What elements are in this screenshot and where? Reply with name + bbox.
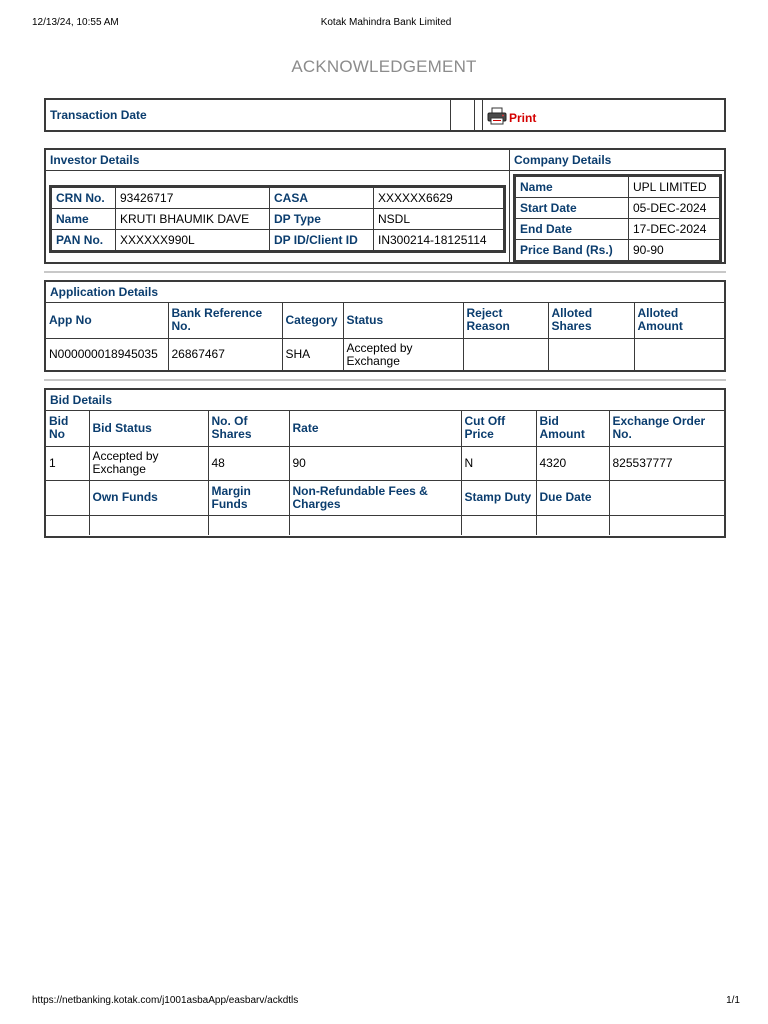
name-label: Name xyxy=(52,209,116,230)
reject-reason-value xyxy=(463,338,548,371)
table-header-row xyxy=(46,303,724,338)
print-label: Print xyxy=(509,111,537,125)
cut-off-price-value: N xyxy=(461,446,536,480)
table-row xyxy=(46,338,724,371)
col-empty xyxy=(609,480,724,515)
company-name-value: UPL LIMITED xyxy=(629,177,720,198)
company-table xyxy=(515,176,720,261)
due-date-value xyxy=(536,515,609,535)
name-value: KRUTI BHAUMIK DAVE xyxy=(116,209,270,230)
transaction-date-value xyxy=(451,100,475,130)
crn-value: 93426717 xyxy=(116,188,270,209)
investor-details-section xyxy=(46,150,510,262)
print-title: Kotak Mahindra Bank Limited xyxy=(320,17,452,28)
pan-value: XXXXXX990L xyxy=(116,230,270,251)
transaction-spacer xyxy=(475,100,483,130)
section-divider xyxy=(44,271,726,273)
company-name-label: Name xyxy=(516,177,629,198)
table-row xyxy=(52,230,504,251)
table-row xyxy=(516,219,720,240)
status-value: Accepted by Exchange xyxy=(343,338,463,371)
bid-no-value: 1 xyxy=(46,446,89,480)
dp-type-label: DP Type xyxy=(270,209,374,230)
category-value: SHA xyxy=(282,338,343,371)
col-rate: Rate xyxy=(289,411,461,446)
col-empty xyxy=(46,480,89,515)
col-alloted-amount: Alloted Amount xyxy=(634,303,724,338)
investor-table xyxy=(51,187,504,251)
bid-details-box xyxy=(44,388,726,538)
investor-details-title: Investor Details xyxy=(50,153,140,167)
table-row xyxy=(46,515,724,535)
start-date-value: 05-DEC-2024 xyxy=(629,198,720,219)
dp-id-label: DP ID/Client ID xyxy=(270,230,374,251)
col-app-no: App No xyxy=(46,303,168,338)
col-no-of-shares: No. Of Shares xyxy=(208,411,289,446)
price-band-value: 90-90 xyxy=(629,240,720,261)
exchange-order-no-value: 825537777 xyxy=(609,446,724,480)
non-refundable-fees-value xyxy=(289,515,461,535)
casa-value: XXXXXX6629 xyxy=(374,188,504,209)
bid-details-title: Bid Details xyxy=(50,393,113,407)
app-no-value: N000000018945035 xyxy=(46,338,168,371)
stamp-duty-value xyxy=(461,515,536,535)
transaction-date-label xyxy=(46,100,451,130)
investor-company-box xyxy=(44,148,726,264)
alloted-shares-value xyxy=(548,338,634,371)
divider xyxy=(510,170,724,171)
application-details-box xyxy=(44,280,726,372)
divider xyxy=(46,170,509,171)
bid-status-value: Accepted by Exchange xyxy=(89,446,208,480)
col-margin-funds: Margin Funds xyxy=(208,480,289,515)
price-band-label: Price Band (Rs.) xyxy=(516,240,629,261)
col-status: Status xyxy=(343,303,463,338)
col-bid-amount: Bid Amount xyxy=(536,411,609,446)
col-category: Category xyxy=(282,303,343,338)
table-header-row xyxy=(46,480,724,515)
casa-label: CASA xyxy=(270,188,374,209)
col-stamp-duty: Stamp Duty xyxy=(461,480,536,515)
page-url: https://netbanking.kotak.com/j1001asbaApp/easbarv/ackdtls xyxy=(32,995,299,1006)
table-cell xyxy=(609,515,724,535)
end-date-value: 17-DEC-2024 xyxy=(629,219,720,240)
section-divider xyxy=(44,379,726,381)
end-date-label: End Date xyxy=(516,219,629,240)
transaction-date-label-text: Transaction Date xyxy=(50,108,147,122)
col-bid-no: Bid No xyxy=(46,411,89,446)
printer-icon xyxy=(487,107,507,125)
alloted-amount-value xyxy=(634,338,724,371)
print-footer xyxy=(32,995,740,1009)
col-bid-status: Bid Status xyxy=(89,411,208,446)
bank-reference-value: 26867467 xyxy=(168,338,282,371)
col-bank-reference: Bank Reference No. xyxy=(168,303,282,338)
page-title: ACKNOWLEDGEMENT xyxy=(291,57,477,76)
application-table xyxy=(46,303,724,371)
application-details-title: Application Details xyxy=(50,285,159,299)
table-row xyxy=(516,198,720,219)
col-cut-off-price: Cut Off Price xyxy=(461,411,536,446)
margin-funds-value xyxy=(208,515,289,535)
rate-value: 90 xyxy=(289,446,461,480)
print-button[interactable] xyxy=(487,106,536,125)
table-row xyxy=(52,209,504,230)
table-row xyxy=(52,188,504,209)
dp-type-value: NSDL xyxy=(374,209,504,230)
transaction-date-box xyxy=(44,98,726,132)
company-details-title: Company Details xyxy=(514,153,612,167)
start-date-label: Start Date xyxy=(516,198,629,219)
page-number: 1/1 xyxy=(726,995,740,1006)
no-of-shares-value: 48 xyxy=(208,446,289,480)
col-reject-reason: Reject Reason xyxy=(463,303,548,338)
col-non-refundable-fees: Non-Refundable Fees & Charges xyxy=(289,480,461,515)
col-exchange-order-no: Exchange Order No. xyxy=(609,411,724,446)
print-datetime: 12/13/24, 10:55 AM xyxy=(32,17,119,28)
col-own-funds: Own Funds xyxy=(89,480,208,515)
print-cell xyxy=(483,100,724,130)
table-row xyxy=(516,240,720,261)
col-due-date: Due Date xyxy=(536,480,609,515)
pan-label: PAN No. xyxy=(52,230,116,251)
table-row xyxy=(516,177,720,198)
print-header xyxy=(32,17,740,31)
table-header-row xyxy=(46,411,724,446)
bid-table xyxy=(46,411,724,535)
crn-label: CRN No. xyxy=(52,188,116,209)
own-funds-value xyxy=(89,515,208,535)
table-row xyxy=(46,446,724,480)
table-cell xyxy=(46,515,89,535)
company-details-section xyxy=(510,150,724,262)
col-alloted-shares: Alloted Shares xyxy=(548,303,634,338)
dp-id-value: IN300214-18125114 xyxy=(374,230,504,251)
bid-amount-value: 4320 xyxy=(536,446,609,480)
